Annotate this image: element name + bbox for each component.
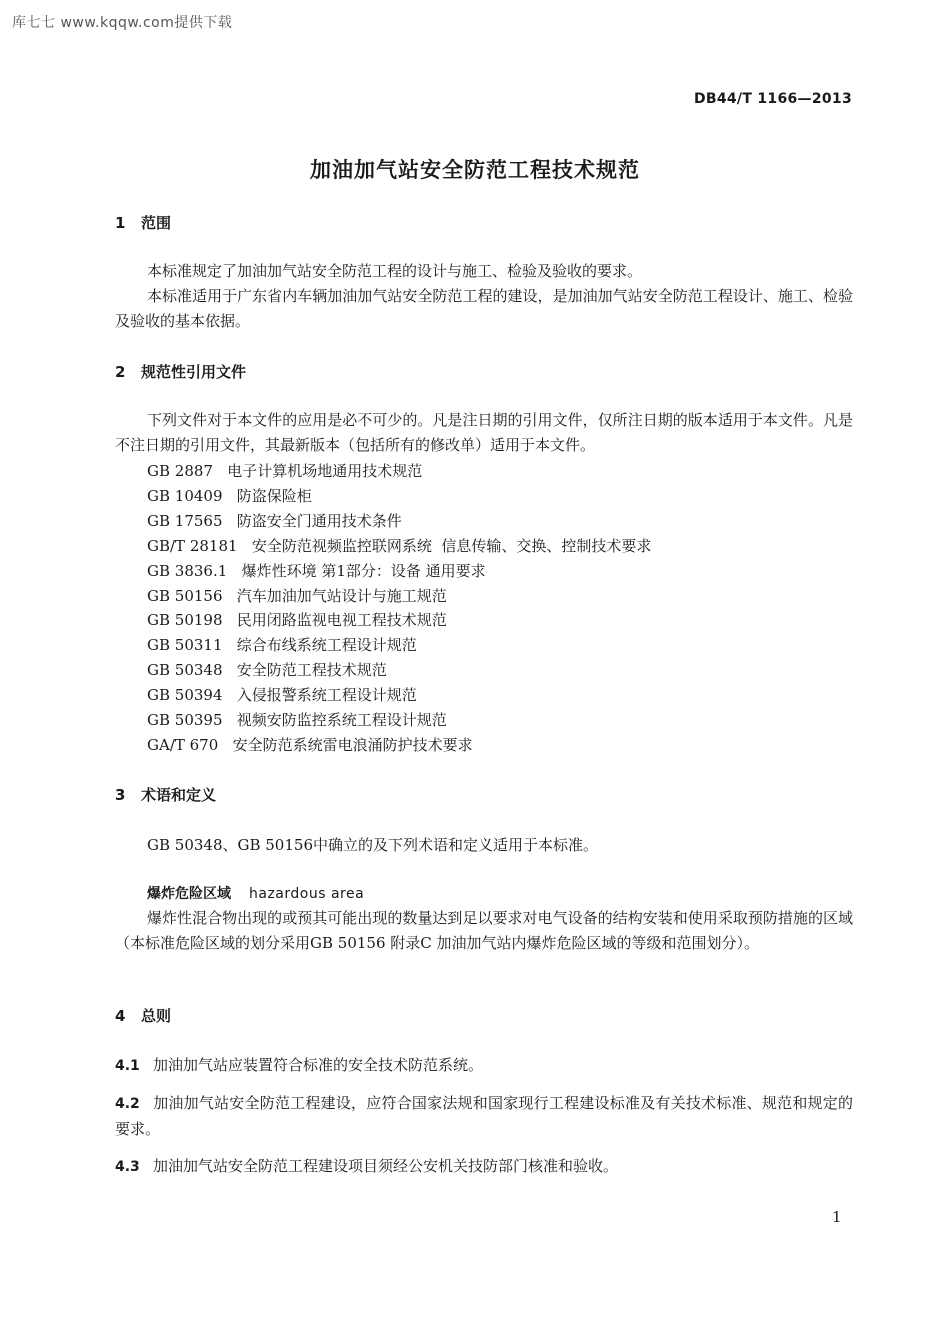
section-number: 2: [115, 363, 126, 381]
reference-item: GB 50395 视频安防监控系统工程设计规范: [147, 711, 447, 729]
reference-item: GA/T 670 安全防范系统雷电浪涌防护技术要求: [147, 736, 473, 754]
reference-item: GB/T 28181 安全防范视频监控联网系统 信息传输、交换、控制技术要求: [147, 537, 652, 555]
reference-item: GB 50156 汽车加油加气站设计与施工规范: [147, 587, 447, 605]
section-title: 规范性引用文件: [141, 363, 247, 381]
section-3-intro: GB 50348、GB 50156中确立的及下列术语和定义适用于本标准。: [147, 836, 598, 854]
page-number: 1: [832, 1208, 842, 1226]
section-1-heading: [115, 212, 171, 233]
clause-text: 加油加气站应装置符合标准的安全技术防范系统。: [153, 1056, 484, 1074]
term-chinese: 爆炸危险区域: [147, 886, 231, 902]
reference-item: GB 2887 电子计算机场地通用技术规范: [147, 462, 423, 480]
clause-text: 加油加气站安全防范工程建设，应符合国家法规和国家现行工程建设标准及有关技术标准、规范和规定的要求。: [115, 1094, 853, 1138]
reference-item: GB 10409 防盗保险柜: [147, 487, 312, 505]
reference-item: GB 50311 综合布线系统工程设计规范: [147, 636, 417, 654]
clause-4-2: [115, 1091, 853, 1142]
term-english: hazardous area: [249, 886, 365, 902]
reference-item: GB 50198 民用闭路监视电视工程技术规范: [147, 611, 447, 629]
section-title: 总则: [141, 1007, 172, 1025]
reference-item: GB 50348 安全防范工程技术规范: [147, 661, 387, 679]
standard-code: DB44/T 1166—2013: [693, 91, 852, 107]
section-number: 1: [115, 214, 126, 232]
section-2-heading: [115, 361, 246, 382]
reference-item: GB 17565 防盗安全门通用技术条件: [147, 512, 402, 530]
section-1-paragraph-1: 本标准规定了加油加气站安全防范工程的设计与施工、检验及验收的要求。: [147, 262, 643, 280]
section-2-intro: 下列文件对于本文件的应用是必不可少的。凡是注日期的引用文件，仅所注日期的版本适用于本文件。凡是不注日期的引用文件，其最新版本（包括所有的修改单）适用于本文件。: [115, 411, 853, 454]
clause-number: 4.3: [115, 1159, 140, 1175]
reference-item: GB 50394 入侵报警系统工程设计规范: [147, 686, 417, 704]
section-number: 3: [115, 786, 126, 804]
clause-number: 4.1: [115, 1058, 140, 1074]
section-title: 术语和定义: [141, 786, 217, 804]
term-definition: 爆炸性混合物出现的或预其可能出现的数量达到足以要求对电气设备的结构安装和使用采取预防措施的区域（本标准危险区域的划分采用GB 50156 附录C 加油加气站内爆炸危险区域的等级和范围划分）。: [115, 909, 853, 952]
document-title: 加油加气站安全防范工程技术规范: [310, 158, 640, 182]
reference-item: GB 3836.1 爆炸性环境 第1部分：设备 通用要求: [147, 562, 486, 580]
clause-4-3: [115, 1154, 853, 1180]
term-entry: [147, 883, 364, 903]
section-number: 4: [115, 1007, 126, 1025]
section-4-heading: [115, 1005, 171, 1026]
watermark-text: 库七七 www.kqqw.com提供下载: [12, 15, 233, 31]
clause-4-1: [115, 1053, 853, 1079]
section-3-heading: [115, 784, 216, 805]
clause-text: 加油加气站安全防范工程建设项目须经公安机关技防部门核准和验收。: [153, 1157, 619, 1175]
section-1-paragraph-2: 本标准适用于广东省内车辆加油加气站安全防范工程的建设，是加油加气站安全防范工程设计、施工、检验及验收的基本依据。: [115, 287, 853, 330]
clause-number: 4.2: [115, 1096, 140, 1112]
section-title: 范围: [141, 214, 172, 232]
